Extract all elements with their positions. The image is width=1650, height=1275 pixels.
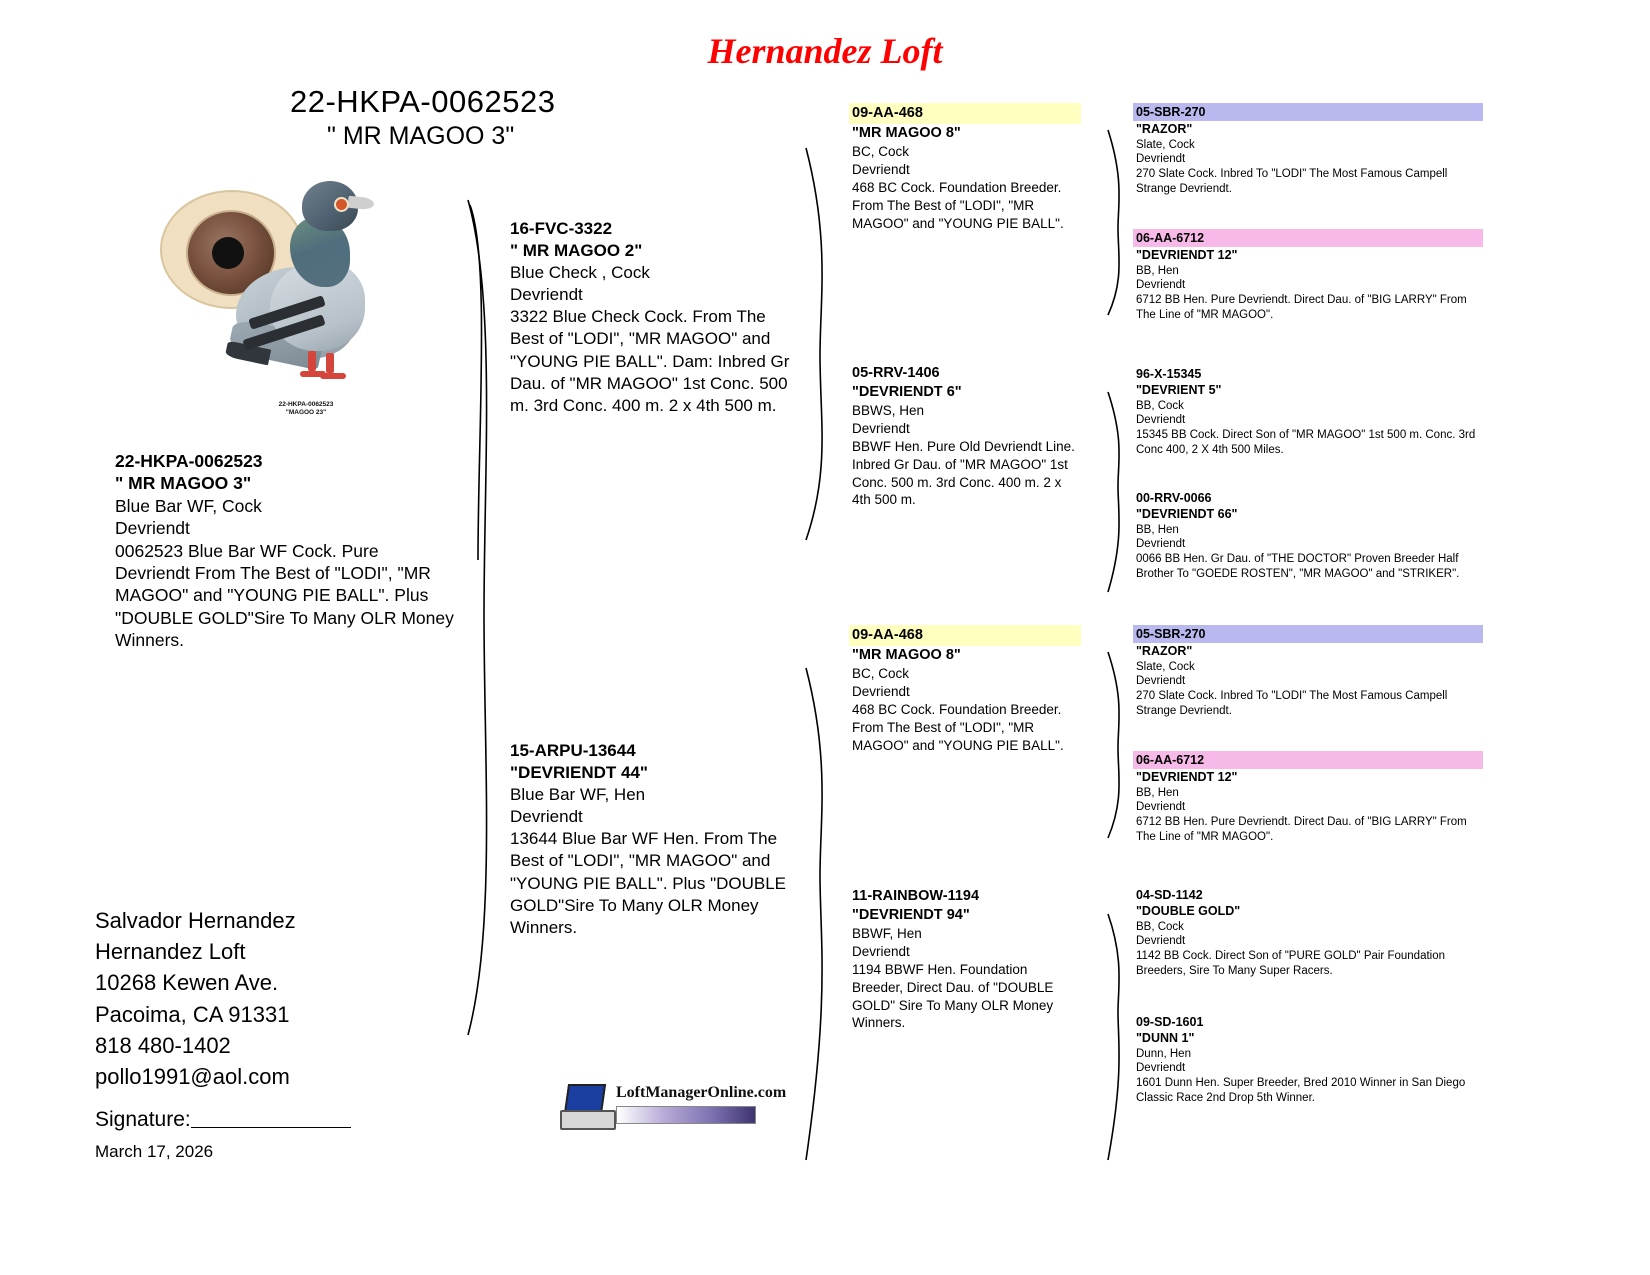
owner-email: pollo1991@aol.com — [95, 1064, 290, 1090]
owner-street: 10268 Kewen Ave. — [95, 970, 279, 996]
great-grandparent-3-color-sex: BB, Cock — [1136, 399, 1184, 412]
signature-label: Signature: — [95, 1108, 191, 1131]
great-grandparent-8-notes: 1601 Dunn Hen. Super Breeder, Bred 2010 Winner in San Diego Classic Race 2nd Drop 5th Winner. — [1136, 1077, 1466, 1105]
great-grandparent-8-nickname: "DUNN 1" — [1136, 1031, 1195, 1046]
loftmanageronline-logo — [560, 1082, 787, 1132]
great-grandparent-block-8 — [1136, 1014, 1481, 1106]
great-grandparent-block-1 — [1136, 103, 1481, 197]
logo-gradient-bar — [616, 1106, 756, 1124]
owner-loft: Hernandez Loft — [95, 939, 246, 965]
pigeon-eye — [334, 197, 349, 212]
great-grandparent-4-strain: Devriendt — [1136, 538, 1186, 551]
great-grandparent-3-ring: 96-X-15345 — [1136, 367, 1202, 381]
grandparent-4-ring: 11-RAINBOW-1194 — [852, 888, 980, 904]
dam-strain: Devriendt — [510, 807, 583, 827]
great-grandparent-2-color-sex: BB, Hen — [1136, 264, 1179, 277]
grandparent-4-strain: Devriendt — [852, 944, 910, 960]
great-grandparent-6-nickname: "DEVRIENDT 12" — [1136, 770, 1238, 785]
great-grandparent-7-color-sex: BB, Cock — [1136, 920, 1184, 933]
owner-phone: 818 480-1402 — [95, 1032, 231, 1058]
great-grandparent-7-strain: Devriendt — [1136, 935, 1186, 948]
great-grandparent-1-ring: 05-SBR-270 — [1133, 103, 1483, 121]
great-grandparent-1-notes: 270 Slate Cock. Inbred To "LODI" The Most Famous Campell Strange Devriendt. — [1136, 168, 1448, 196]
subject-name-heading: " MR MAGOO 3" — [327, 122, 515, 150]
great-grandparent-6-strain: Devriendt — [1136, 801, 1186, 814]
great-grandparent-7-notes: 1142 BB Cock. Direct Son of "PURE GOLD" Pair Foundation Breeders, Sire To Many Super Racers. — [1136, 950, 1446, 978]
pigeon-foot-right — [320, 373, 346, 379]
grandparent-1-strain: Devriendt — [852, 162, 910, 178]
great-grandparent-8-ring: 09-SD-1601 — [1136, 1015, 1204, 1029]
grandparent-3-color-sex: BC, Cock — [852, 666, 910, 682]
grandparent-block-2 — [852, 364, 1082, 509]
grandparent-4-nickname: "DEVRIENDT 94" — [852, 907, 970, 924]
photo-caption-name: "MAGOO 23" — [285, 409, 327, 417]
subject-color-sex: Blue Bar WF, Cock — [115, 495, 262, 516]
sire-nickname: " MR MAGOO 2" — [510, 241, 643, 261]
pigeon-leg-right — [326, 353, 334, 373]
great-grandparent-4-notes: 0066 BB Hen. Gr Dau. of "THE DOCTOR" Proven Breeder Half Brother To "GOEDE ROSTEN", "MR MAGOO" and "STRIKER". — [1136, 553, 1460, 581]
great-grandparent-7-nickname: "DOUBLE GOLD" — [1136, 904, 1241, 919]
grandparent-2-strain: Devriendt — [852, 421, 910, 437]
subject-ring: 22-HKPA-0062523 — [115, 451, 263, 471]
computer-base-icon — [560, 1110, 616, 1130]
owner-name: Salvador Hernandez — [95, 908, 296, 933]
photo-caption — [246, 401, 366, 417]
great-grandparent-2-strain: Devriendt — [1136, 279, 1186, 292]
great-grandparent-4-ring: 00-RRV-0066 — [1136, 491, 1212, 505]
dam-block — [510, 740, 790, 939]
sire-color-sex: Blue Check , Cock — [510, 263, 650, 283]
great-grandparent-block-7 — [1136, 887, 1481, 979]
subject-notes: 0062523 Blue Bar WF Cock. Pure Devriendt From The Best of "LODI", "MR MAGOO" and "YOUNG PIE BALL". Plus "DOUBLE GOLD"Sire To Many OLR Money Winners. — [115, 540, 454, 651]
great-grandparent-5-color-sex: Slate, Cock — [1136, 660, 1195, 673]
grandparent-2-notes: BBWF Hen. Pure Old Devriendt Line. Inbred Gr Dau. of "MR MAGOO" 1st Conc. 500 m. 3rd Conc. 400 m. 2 x 4th 500 m. — [852, 438, 1075, 508]
great-grandparent-6-notes: 6712 BB Hen. Pure Devriendt. Direct Dau. of "BIG LARRY" From The Line of "MR MAGOO". — [1136, 816, 1467, 844]
owner-city: Pacoima, CA 91331 — [95, 1001, 290, 1027]
great-grandparent-1-nickname: "RAZOR" — [1136, 122, 1193, 137]
subject-ring-number-heading: 22-HKPA-0062523 — [290, 84, 556, 119]
great-grandparent-5-strain: Devriendt — [1136, 675, 1186, 688]
grandparent-block-4 — [852, 887, 1082, 1032]
grandparent-1-ring: 09-AA-468 — [849, 103, 1081, 124]
photo-caption-ring: 22-HKPA-0062523 — [278, 401, 334, 408]
grandparent-block-3 — [852, 625, 1082, 754]
document-date: March 17, 2026 — [95, 1142, 214, 1161]
great-grandparent-block-2 — [1136, 229, 1481, 323]
signature-field[interactable] — [95, 1108, 351, 1132]
great-grandparent-6-color-sex: BB, Hen — [1136, 786, 1179, 799]
great-grandparent-1-strain: Devriendt — [1136, 153, 1186, 166]
pigeon-leg-left — [308, 351, 316, 371]
grandparent-1-notes: 468 BC Cock. Foundation Breeder. From The Best of "LODI", "MR MAGOO" and "YOUNG PIE BALL". — [852, 179, 1064, 231]
great-grandparent-3-strain: Devriendt — [1136, 414, 1186, 427]
grandparent-4-notes: 1194 BBWF Hen. Foundation Breeder, Direct Dau. of "DOUBLE GOLD" Sire To Many OLR Money Winners. — [852, 961, 1054, 1031]
grandparent-3-strain: Devriendt — [852, 684, 910, 700]
great-grandparent-block-6 — [1136, 751, 1481, 845]
sire-strain: Devriendt — [510, 285, 583, 305]
dam-ring: 15-ARPU-13644 — [510, 741, 636, 760]
grandparent-2-nickname: "DEVRIENDT 6" — [852, 384, 962, 401]
great-grandparent-1-color-sex: Slate, Cock — [1136, 138, 1195, 151]
grandparent-3-ring: 09-AA-468 — [849, 625, 1081, 646]
grandparent-1-color-sex: BC, Cock — [852, 144, 910, 160]
grandparent-2-color-sex: BBWS, Hen — [852, 403, 925, 419]
great-grandparent-6-ring: 06-AA-6712 — [1133, 751, 1483, 769]
great-grandparent-block-5 — [1136, 625, 1481, 719]
great-grandparent-8-strain: Devriendt — [1136, 1062, 1186, 1075]
sire-notes: 3322 Blue Check Cock. From The Best of "LODI", "MR MAGOO" and "YOUNG PIE BALL". Dam: Inbred Gr Dau. of "MR MAGOO" 1st Conc. 500 m. 3rd Conc. 400 m. 2 x 4th 500 m. — [510, 307, 790, 415]
grandparent-2-ring: 05-RRV-1406 — [852, 365, 940, 381]
signature-rule — [191, 1127, 351, 1128]
sire-block — [510, 218, 790, 417]
great-grandparent-2-nickname: "DEVRIENDT 12" — [1136, 248, 1238, 263]
great-grandparent-5-nickname: "RAZOR" — [1136, 644, 1193, 659]
loft-title: Hernandez Loft — [707, 31, 943, 71]
great-grandparent-2-ring: 06-AA-6712 — [1133, 229, 1483, 247]
great-grandparent-5-notes: 270 Slate Cock. Inbred To "LODI" The Most Famous Campell Strange Devriendt. — [1136, 690, 1448, 718]
grandparent-4-color-sex: BBWF, Hen — [852, 926, 922, 942]
great-grandparent-4-nickname: "DEVRIENDT 66" — [1136, 507, 1238, 522]
dam-color-sex: Blue Bar WF, Hen — [510, 785, 646, 805]
dam-nickname: "DEVRIENDT 44" — [510, 763, 648, 783]
great-grandparent-7-ring: 04-SD-1142 — [1136, 888, 1203, 902]
pigeon-photo — [150, 165, 400, 425]
subject-detail-block — [115, 450, 455, 652]
subject-strain: Devriendt — [115, 518, 190, 539]
subject-nickname: " MR MAGOO 3" — [115, 473, 252, 494]
great-grandparent-4-color-sex: BB, Hen — [1136, 523, 1179, 536]
dam-notes: 13644 Blue Bar WF Hen. From The Best of "LODI", "MR MAGOO" and "YOUNG PIE BALL". Plus "DOUBLE GOLD"Sire To Many OLR Money Winners. — [510, 829, 787, 937]
sire-ring: 16-FVC-3322 — [510, 219, 613, 238]
grandparent-3-notes: 468 BC Cock. Foundation Breeder. From The Best of "LODI", "MR MAGOO" and "YOUNG PIE BALL". — [852, 701, 1064, 753]
great-grandparent-3-notes: 15345 BB Cock. Direct Son of "MR MAGOO" 1st 500 m. Conc. 3rd Conc 400, 2 X 4th 500 Miles. — [1136, 429, 1476, 457]
pigeon-beak — [347, 196, 374, 211]
grandparent-1-nickname: "MR MAGOO 8" — [852, 125, 961, 142]
great-grandparent-block-3 — [1136, 366, 1481, 458]
great-grandparent-3-nickname: "DEVRIENT 5" — [1136, 383, 1222, 398]
pigeon-legs — [300, 351, 352, 381]
pigeon-illustration — [230, 175, 395, 400]
grandparent-3-nickname: "MR MAGOO 8" — [852, 647, 961, 664]
great-grandparent-2-notes: 6712 BB Hen. Pure Devriendt. Direct Dau. of "BIG LARRY" From The Line of "MR MAGOO". — [1136, 294, 1467, 322]
owner-info-block — [95, 905, 495, 1092]
great-grandparent-5-ring: 05-SBR-270 — [1133, 625, 1483, 643]
logo-text: LoftManagerOnline.com — [616, 1084, 787, 1101]
great-grandparent-8-color-sex: Dunn, Hen — [1136, 1047, 1191, 1060]
grandparent-block-1 — [852, 103, 1082, 232]
great-grandparent-block-4 — [1136, 490, 1481, 582]
